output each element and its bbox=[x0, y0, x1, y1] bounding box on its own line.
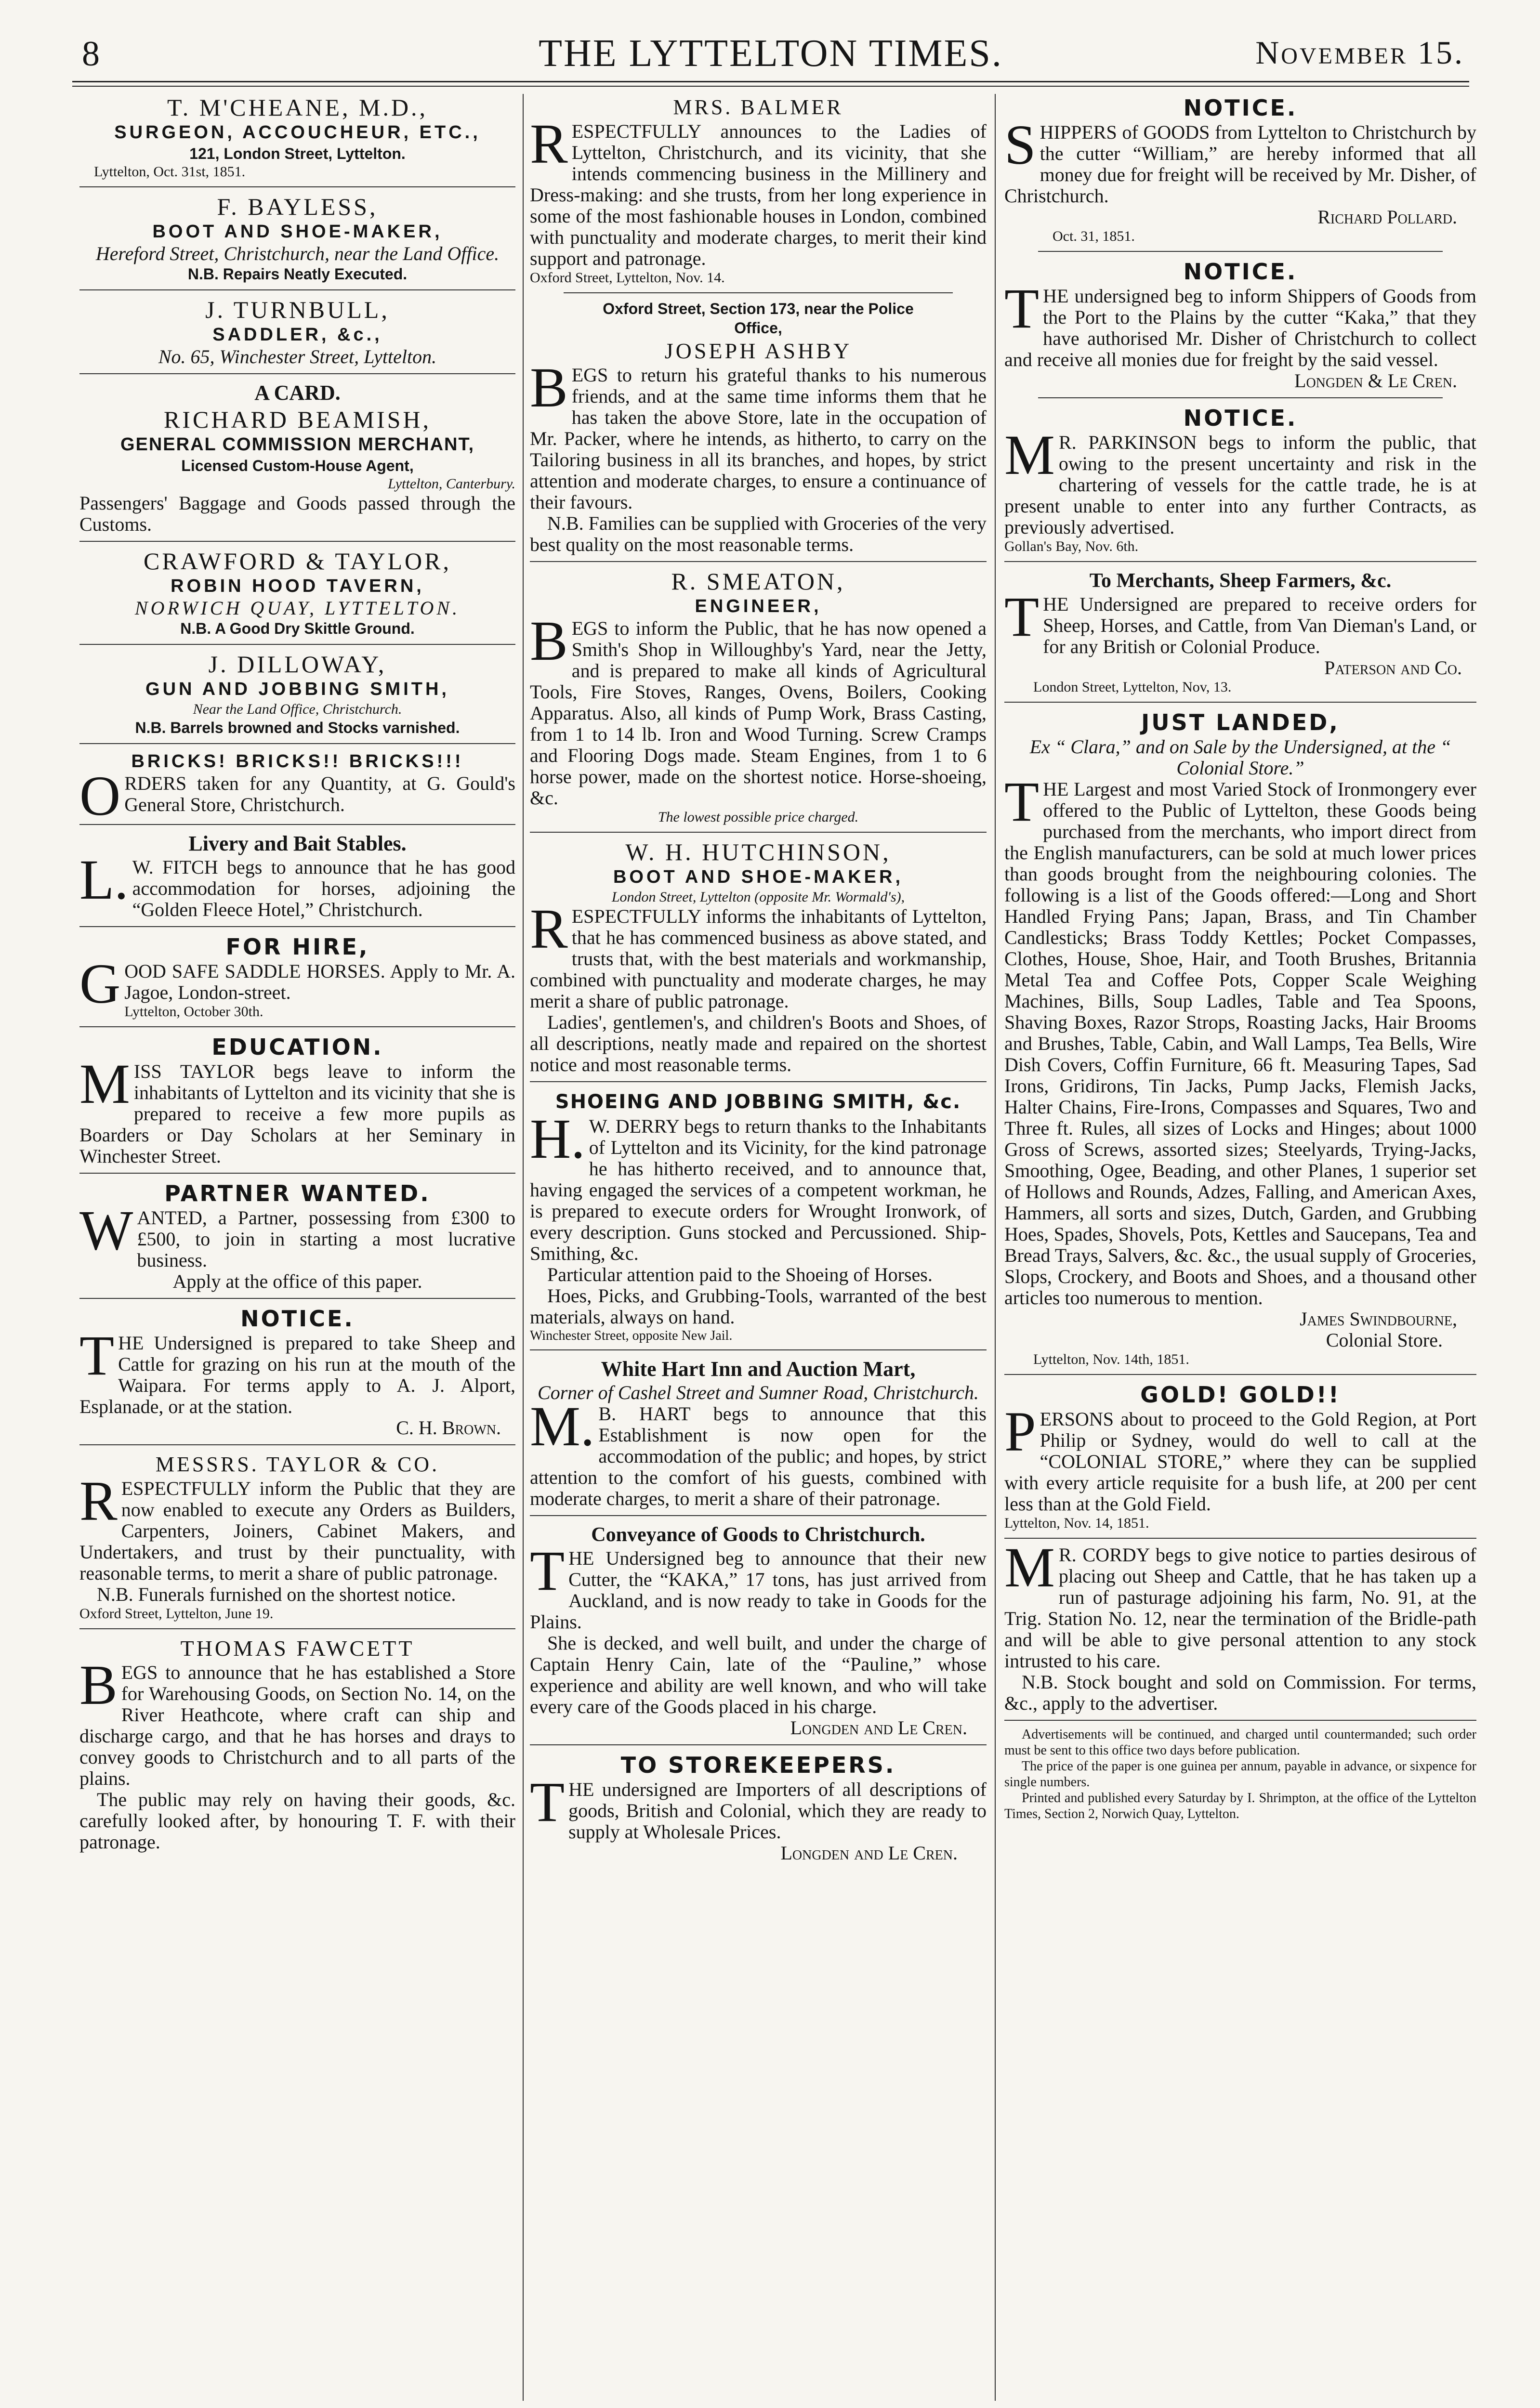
ad-name: W. H. HUTCHINSON, bbox=[625, 838, 891, 865]
ad-beamish bbox=[79, 380, 515, 535]
ad-heading: JUST LANDED, bbox=[1141, 709, 1340, 735]
ad-date: Oct. 31, 1851. bbox=[1053, 228, 1135, 244]
ad-text: HE Undersigned beg to announce that their new Cutter, the “KAKA,” 17 tons, has just arrived from Auckland, and is now ready to take in Goods for the Plains. bbox=[530, 1547, 987, 1633]
ad-text: HE undersigned beg to inform Shippers of Goods from the Port to the Plains by the cutter “Kaka,” that they have authorised Mr. Disher of Christchurch to collect and receive all monies due for freight by the said vessel. bbox=[1004, 285, 1476, 370]
masthead-rule bbox=[72, 81, 1469, 82]
ad-parkinson bbox=[1004, 404, 1476, 555]
ad-tagline: The lowest possible price charged. bbox=[658, 809, 859, 825]
ad-text: HE Undersigned are prepared to receive orders for Sheep, Horses, and Cattle, from Van Dieman's Land, or for any British or Colonial Produce. bbox=[1043, 593, 1476, 657]
ad-separator bbox=[1038, 397, 1443, 398]
ad-name: F. BAYLESS, bbox=[217, 193, 378, 220]
ad-separator bbox=[79, 186, 515, 187]
column-rule-2 bbox=[995, 94, 996, 2401]
ad-bayless bbox=[79, 193, 515, 284]
column-2 bbox=[530, 94, 987, 2357]
ad-heading: To Merchants, Sheep Farmers, &c. bbox=[1089, 570, 1392, 592]
ad-title: SURGEON, ACCOUCHEUR, ETC., bbox=[114, 122, 481, 143]
ad-partner bbox=[79, 1179, 515, 1292]
ad-separator bbox=[79, 926, 515, 927]
drop-cap: T bbox=[79, 1324, 115, 1387]
ad-separator bbox=[79, 1444, 515, 1445]
ad-dilloway bbox=[79, 651, 515, 737]
ad-date: Gollan's Bay, Nov. 6th. bbox=[1004, 538, 1139, 554]
ad-separator bbox=[1004, 1538, 1476, 1539]
ad-storekeepers bbox=[530, 1751, 987, 1864]
ad-agent: Licensed Custom-House Agent, bbox=[181, 457, 414, 474]
ad-address: 121, London Street, Lyttelton. bbox=[189, 145, 406, 162]
ad-separator bbox=[1004, 561, 1476, 562]
ad-name: J. DILLOWAY, bbox=[208, 651, 387, 678]
ad-trade: GUN AND JOBBING SMITH, bbox=[145, 679, 449, 699]
ad-text: ERSONS about to proceed to the Gold Region, at Port Philip or Sydney, would do well to call at the “COLONIAL STORE,” where they can be supplied with every article requisite for a bush life, at 200 per cent less than at the Gold Field. bbox=[1004, 1408, 1476, 1515]
ad-text: B. HART begs to announce that this Establishment is now open for the accommodation of the public; and hopes, by strict attention to the comfort of his guests, combined with moderate charges, to merit a share of their patronage. bbox=[530, 1403, 987, 1509]
newspaper-title: THE LYTTELTON TIMES. bbox=[539, 32, 1003, 75]
ad-name: CRAWFORD & TAYLOR, bbox=[143, 548, 452, 575]
ad-name: RICHARD BEAMISH, bbox=[163, 406, 432, 433]
ad-cordy bbox=[1004, 1536, 1476, 1714]
ad-text: ESPECTFULLY informs the inhabitants of Lyttelton, that he has commenced business as above stated, and trusts that, with the best materials and workmanship, combined with punctuality and moderate charges, he may merit a share of public patronage. bbox=[530, 905, 987, 1012]
ad-note: N.B. A Good Dry Skittle Ground. bbox=[180, 620, 415, 637]
ad-text: ANTED, a Partner, possessing from £300 to £500, to join in starting a most lucrative business. bbox=[137, 1207, 515, 1271]
ad-name: R. SMEATON, bbox=[671, 568, 845, 595]
ad-date: Lyttelton, Nov. 14, 1851. bbox=[1004, 1515, 1149, 1531]
ad-address: NORWICH QUAY, LYTTELTON. bbox=[134, 597, 461, 619]
ad-whitehart bbox=[530, 1356, 987, 1509]
column-3 bbox=[1004, 94, 1476, 2357]
ad-separator bbox=[79, 644, 515, 645]
drop-cap: M bbox=[1004, 1536, 1055, 1599]
ad-subheading: Ex “ Clara,” and on Sale by the Undersigned, at the “ Colonial Store.” bbox=[1029, 736, 1451, 779]
ad-separator bbox=[79, 1173, 515, 1174]
ad-signature: Longden and Le Cren. bbox=[790, 1717, 967, 1739]
ad-separator bbox=[564, 292, 953, 293]
ad-text: W. FITCH begs to announce that he has good accommodation for horses, adjoining the “Golden Fleece Hotel,” Christchurch. bbox=[132, 856, 515, 920]
drop-cap: L. bbox=[79, 848, 129, 911]
ad-heading: EDUCATION. bbox=[211, 1034, 383, 1060]
ad-signature: Longden & Le Cren. bbox=[1294, 370, 1457, 392]
ad-signature: Paterson and Co. bbox=[1324, 657, 1462, 679]
imprint bbox=[1004, 1727, 1476, 1822]
ad-separator bbox=[1004, 702, 1476, 703]
ad-name: T. M'CHEANE, M.D., bbox=[167, 94, 428, 121]
ad-signature-2: Colonial Store. bbox=[1326, 1329, 1443, 1351]
drop-cap: R bbox=[530, 897, 568, 960]
ad-derry bbox=[530, 1088, 987, 1344]
ad-text: EGS to inform the Public, that he has now opened a Smith's Shop in Willoughby's Yard, near the Jetty, and is prepared to make all kinds of Agricultural Tools, Fire Stoves, Ranges, Ovens, Boilers, Cooking Apparatus. Also, all kinds of Pump Work, Brass Casting, from 1 to 14 lb. Iron and Wood Turning. Screw Cramps and Flooring Dogs made. Steam Engines, from 1 to 6 horse power, made on the shortest notice. Horse-shoeing, &c. bbox=[530, 617, 987, 809]
ad-text: EGS to return his grateful thanks to his numerous friends, and at the same time informs them that he has taken the above Store, late in the occupation of Mr. Packer, where he intends, as hitherto, to carry on the Tailoring business in all its branches, and hopes, by strict attention and moderate charges, to ensure a continuance of their favours. bbox=[530, 364, 987, 513]
ad-separator bbox=[79, 541, 515, 542]
ad-trade: BOOT AND SHOE-MAKER, bbox=[613, 867, 904, 887]
ad-apply: Apply at the office of this paper. bbox=[172, 1270, 422, 1292]
ad-heading: SHOEING AND JOBBING SMITH, &c. bbox=[555, 1091, 961, 1113]
imprint-printer: Printed and published every Saturday by I. Shrimpton, at the office of the Lyttelton Times, Section 2, Norwich Quay, Lyttelton. bbox=[1004, 1791, 1476, 1821]
ad-place: Lyttelton, Canterbury. bbox=[388, 476, 515, 492]
ad-heading: PARTNER WANTED. bbox=[164, 1180, 431, 1206]
ad-text: ESPECTFULLY announces to the Ladies of Lyttelton, Christchurch, and its vicinity, that she intends commencing business in the Millinery and Dress-making: and she trusts, from her long experience in some of the most fashionable houses in London, combined with punctuality and moderate charges, to merit their kind support and patronage. bbox=[530, 120, 987, 269]
drop-cap: S bbox=[1004, 113, 1036, 176]
ad-smeaton bbox=[530, 568, 987, 826]
ad-text: R. CORDY begs to give notice to parties desirous of placing out Sheep and Cattle, that he has taken up a run of pasturage adjoining his farm, No. 91, at the Trig. Station No. 12, near the termination of the Bridle-path and will be able to give personal attention to any stock intrusted to his care. bbox=[1004, 1544, 1476, 1672]
ad-separator bbox=[79, 824, 515, 825]
ad-text: ESPECTFULLY inform the Public that they are now enabled to execute any Orders as Builders, Carpenters, Joiners, Cabinet Makers, and Undertakers, and trust by their punctuality, with reasonable terms, to merit a share of public patronage. bbox=[79, 1478, 515, 1584]
issue-date: November 15. bbox=[1255, 34, 1464, 71]
drop-cap: B bbox=[79, 1653, 118, 1716]
ad-name: J. TURNBULL, bbox=[205, 296, 390, 323]
drop-cap: T bbox=[530, 1539, 565, 1602]
ad-turnbull bbox=[79, 296, 515, 367]
ad-signature: James Swindbourne, bbox=[1300, 1308, 1457, 1330]
drop-cap: H. bbox=[530, 1107, 585, 1170]
ad-fawcett bbox=[79, 1635, 515, 1853]
ad-heading: Conveyance of Goods to Christchurch. bbox=[591, 1524, 925, 1546]
ad-signature: Richard Pollard. bbox=[1317, 206, 1457, 228]
ad-trade: ENGINEER, bbox=[695, 596, 822, 616]
ad-taylorco bbox=[79, 1451, 515, 1623]
ad-separator bbox=[79, 1628, 515, 1629]
ad-separator bbox=[79, 743, 515, 744]
ad-date: Lyttelton, Oct. 31st, 1851. bbox=[94, 164, 246, 180]
ad-note: N.B. Funerals furnished on the shortest notice. bbox=[97, 1584, 456, 1605]
drop-cap: G bbox=[79, 952, 121, 1015]
ad-date: Lyttelton, Nov. 14th, 1851. bbox=[1033, 1351, 1189, 1367]
ad-heading: NOTICE. bbox=[240, 1306, 355, 1332]
ad-text: R. PARKINSON begs to inform the public, that owing to the present uncertainty and risk in the chartering of vessels for the cattle trade, he is at present unable to enter into any further Contracts, as previously advertised. bbox=[1004, 432, 1476, 538]
ad-separator bbox=[79, 373, 515, 374]
drop-cap: P bbox=[1004, 1400, 1036, 1463]
drop-cap: W bbox=[79, 1199, 133, 1262]
ad-balmer bbox=[530, 94, 987, 287]
ad-separator bbox=[530, 1515, 987, 1516]
ad-heading: NOTICE. bbox=[1183, 259, 1298, 285]
ad-crawford bbox=[79, 548, 515, 638]
ad-separator bbox=[1038, 251, 1443, 252]
imprint-price: The price of the paper is one guinea per annum, payable in advance, or sixpence for single numbers. bbox=[1004, 1759, 1476, 1790]
ad-text: HE Undersigned is prepared to take Sheep and Cattle for grazing on his run at the mouth of the Waipara. For terms apply to A. J. Alport, Esplanade, or at the station. bbox=[79, 1332, 515, 1417]
ad-education bbox=[79, 1033, 515, 1167]
ad-livery bbox=[79, 831, 515, 920]
drop-cap: O bbox=[79, 764, 121, 827]
drop-cap: M bbox=[1004, 423, 1055, 486]
ad-text: HE Largest and most Varied Stock of Ironmongery ever offered to the Public of Lyttelton, these Goods being purchased from the merchants, who import direct from the English manufacturers, can be sold at much lower prices than goods brought from the neighbouring colonies. The following is a list of the Goods offered:—Long and Short Handled Frying Pans; Japan, Brass, and Tin Chamber Candlesticks; Brass Toddy Kettles; Pocket Compasses, Clothes, House, Shoe, Hair, and Tooth Brushes, Britannia Metal Tea and Coffee Pots, Copper Scale Weighing Machines, Bills, Soup Ladles, Table and Tea Spoons, Shaving Boxes, Razor Strops, Roasting Jacks, Hair Brooms and Brushes, Table, Cabin, and Wall Lamps, Tea Bells, Wire Dish Covers, Coffin Furniture, 66 ft. Measuring Tapes, Sad Irons, Gridirons, Tin Jacks, Pump Jacks, Flemish Jacks, Halter Chains, Fire-Irons, Compasses and Squares, Two and Three ft. Rules, all sizes of Locks and Hinges; about 1000 Gross of Screws, assorted sizes; Steelyards, Trying-Jacks, Smoothing, Ogee, Beading, and other Planes, 1 superior set of Hollows and Rounds, Adzes, Falling, and American Axes, Hammers, all sorts and sizes, Dutch, Garden, and Grubbing Hoes, Spades, Shovels, Pots, Kettles and Saucepans, Tea and Bread Trays, Salvers, &c. &c., the usual supply of Groceries, Slops, Crockery, and Boots and Shoes, and a thousand other articles too numerous to mention. bbox=[1004, 778, 1476, 1309]
ad-separator bbox=[79, 289, 515, 290]
ad-heading: FOR HIRE, bbox=[225, 934, 369, 960]
ad-separator bbox=[1004, 1720, 1476, 1721]
ad-address: Near the Land Office, Christchurch. bbox=[193, 701, 402, 717]
ad-note: N.B. Barrels browned and Stocks varnished. bbox=[135, 719, 460, 736]
drop-cap: M. bbox=[530, 1395, 595, 1458]
ad-address: Winchester Street, opposite New Jail. bbox=[530, 1328, 733, 1343]
ad-text-2: N.B. Stock bought and sold on Commission. For terms, &c., apply to the advertiser. bbox=[1004, 1671, 1476, 1714]
drop-cap: B bbox=[530, 609, 568, 672]
ad-trade: BOOT AND SHOE-MAKER, bbox=[152, 222, 443, 242]
ad-text: W. DERRY begs to return thanks to the Inhabitants of Lyttelton and its Vicinity, for the kind patronage he has hitherto received, and to announce that, having engaged the services of a competent workman, he is prepared to execute orders for Wrought Ironwork, of every description. Guns stocked and Percussioned. Ship-Smithing, &c. bbox=[530, 1115, 987, 1264]
ad-ashby bbox=[530, 299, 987, 555]
ad-separator bbox=[1004, 1374, 1476, 1375]
ad-text-2: Particular attention paid to the Shoeing of Horses. bbox=[547, 1264, 933, 1285]
ad-separator bbox=[530, 1349, 987, 1350]
ad-text: RDERS taken for any Quantity, at G. Gould's General Store, Christchurch. bbox=[124, 772, 515, 815]
ad-title: GENERAL COMMISSION MERCHANT, bbox=[120, 434, 475, 455]
ad-trade: SADDLER, &c., bbox=[212, 325, 382, 345]
ad-note: N.B. Repairs Neatly Executed. bbox=[187, 265, 408, 283]
column-rule-1 bbox=[523, 94, 524, 2401]
ad-just-landed bbox=[1004, 708, 1476, 1368]
ad-bricks bbox=[79, 750, 515, 827]
ad-heading: NOTICE. bbox=[1183, 405, 1298, 431]
ad-name: THOMAS FAWCETT bbox=[180, 1636, 415, 1661]
ad-separator bbox=[79, 1298, 515, 1299]
ad-separator bbox=[530, 832, 987, 833]
page-number: 8 bbox=[82, 34, 100, 74]
ad-signature: Longden and Le Cren. bbox=[780, 1842, 958, 1864]
column-1 bbox=[79, 94, 515, 2357]
ad-text-2: Ladies', gentlemen's, and children's Boots and Shoes, of all descriptions, neatly made and repaired on the shortest notice and most reasonable terms. bbox=[530, 1011, 987, 1075]
ad-tavern: ROBIN HOOD TAVERN, bbox=[171, 576, 424, 596]
ad-heading: A CARD. bbox=[254, 381, 341, 405]
ad-text: OOD SAFE SADDLE HORSES. Apply to Mr. A. Jagoe, London-street. bbox=[124, 960, 515, 1003]
drop-cap: T bbox=[1004, 770, 1040, 833]
ad-date: London Street, Lyttelton, Nov, 13. bbox=[1033, 679, 1232, 695]
ad-text-2: The public may rely on having their goods, &c. carefully looked after, by honouring T. F. with their patronage. bbox=[79, 1789, 515, 1853]
ad-address: Oxford Street, Section 173, near the Police Office, bbox=[603, 300, 914, 337]
ad-gold bbox=[1004, 1381, 1476, 1532]
imprint-terms: Advertisements will be continued, and charged until countermanded; such order must be sent to this office two days before publication. bbox=[1004, 1727, 1476, 1758]
ad-address: London Street, Lyttelton (opposite Mr. Wormald's), bbox=[611, 889, 905, 905]
ad-address: Corner of Cashel Street and Sumner Road, Christchurch. bbox=[538, 1382, 979, 1403]
ad-date: Oxford Street, Lyttelton, June 19. bbox=[79, 1606, 274, 1622]
ad-merchants bbox=[1004, 568, 1476, 696]
drop-cap: T bbox=[530, 1770, 565, 1833]
ad-separator bbox=[530, 1744, 987, 1745]
ad-text: Passengers' Baggage and Goods passed through the Customs. bbox=[79, 492, 515, 535]
ad-text: HIPPERS of GOODS from Lyttelton to Christchurch by the cutter “William,” are hereby informed that all money due for freight will be received by Mr. Disher, of Christchurch. bbox=[1004, 121, 1476, 207]
ad-heading: NOTICE. bbox=[1183, 95, 1298, 121]
ad-separator bbox=[530, 561, 987, 562]
ad-separator bbox=[530, 1081, 987, 1082]
ad-text: ISS TAYLOR begs leave to inform the inhabitants of Lyttelton and its vicinity that she is prepared to receive a few more pupils as Boarders or Day Scholars at her Seminary in Winchester Street. bbox=[79, 1060, 515, 1167]
ad-name: JOSEPH ASHBY bbox=[664, 339, 852, 363]
ad-text: HE undersigned are Importers of all descriptions of goods, British and Colonial, which they are ready to supply at Wholesale Prices. bbox=[568, 1779, 987, 1843]
drop-cap: T bbox=[1004, 585, 1040, 648]
masthead bbox=[72, 30, 1469, 73]
ad-conveyance bbox=[530, 1522, 987, 1739]
ad-name: MESSRS. TAYLOR & CO. bbox=[155, 1453, 440, 1476]
ad-brown bbox=[79, 1305, 515, 1439]
ad-note: N.B. Families can be supplied with Groceries of the very best quality on the most reasonable terms. bbox=[530, 512, 987, 555]
ad-heading: White Hart Inn and Auction Mart, bbox=[601, 1357, 916, 1381]
drop-cap: R bbox=[79, 1469, 118, 1532]
drop-cap: R bbox=[530, 112, 568, 175]
ad-text-2: She is decked, and well built, and under the charge of Captain Henry Cain, late of the “Pauline,” whose experience and ability are well known, and who will take every care of the Goods placed in his charge. bbox=[530, 1632, 987, 1717]
ad-address: No. 65, Winchester Street, Lyttelton. bbox=[158, 346, 437, 367]
ad-separator bbox=[79, 1026, 515, 1027]
ad-signature: C. H. Brown. bbox=[396, 1417, 501, 1439]
ad-heading: BRICKS! BRICKS!! BRICKS!!! bbox=[131, 751, 464, 772]
ad-heading: Livery and Bait Stables. bbox=[188, 832, 407, 855]
drop-cap: M bbox=[79, 1052, 130, 1115]
ad-address: Hereford Street, Christchurch, near the Land Office. bbox=[95, 243, 500, 264]
ad-hutchinson bbox=[530, 838, 987, 1075]
masthead-rule-thin bbox=[72, 86, 1469, 87]
ad-text: EGS to announce that he has established a Store for Warehousing Goods, on Section No. 14, on the River Heathcote, where craft can ship and discharge cargo, and that he has horses and drays to convey goods to Christchurch and to all parts of the plains. bbox=[79, 1662, 515, 1789]
ad-longden bbox=[1004, 258, 1476, 392]
ad-text-3: Hoes, Picks, and Grubbing-Tools, warranted of the best materials, always on hand. bbox=[530, 1285, 987, 1328]
ad-heading: GOLD! GOLD!! bbox=[1140, 1382, 1341, 1408]
ad-mcheane bbox=[79, 94, 515, 181]
drop-cap: B bbox=[530, 356, 568, 419]
ad-pollard bbox=[1004, 94, 1476, 245]
ad-forhire bbox=[79, 933, 515, 1021]
drop-cap: T bbox=[1004, 277, 1040, 340]
ad-date: Oxford Street, Lyttelton, Nov. 14. bbox=[530, 270, 725, 286]
ad-date: Lyttelton, October 30th. bbox=[124, 1004, 263, 1020]
ad-heading: TO STOREKEEPERS. bbox=[620, 1752, 896, 1778]
ad-name: MRS. BALMER bbox=[673, 95, 843, 119]
